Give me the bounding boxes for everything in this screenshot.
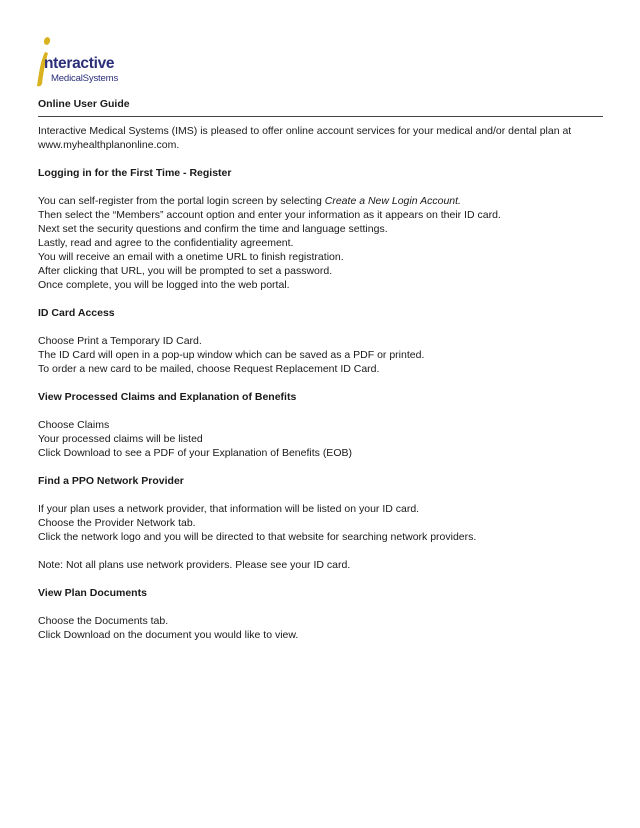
create-account-emphasis: Create a New Login Account.: [324, 195, 461, 207]
section-heading-register: Logging in for the First Time - Register: [38, 167, 232, 179]
id-card-line: To order a new card to be mailed, choose Request Replacement ID Card.: [38, 363, 380, 375]
claims-line: Click Download to see a PDF of your Explanation of Benefits (EOB): [38, 447, 352, 459]
section-body-id-card: [38, 334, 603, 376]
section-body-claims: [38, 418, 603, 460]
id-card-line: The ID Card will open in a pop-up window which can be saved as a PDF or printed.: [38, 349, 425, 361]
section-body-ppo: [38, 502, 603, 544]
plan-docs-line: Choose the Documents tab.: [38, 615, 169, 627]
register-line: Next set the security questions and confirm the time and language settings.: [38, 223, 388, 235]
register-line: Lastly, read and agree to the confidentiality agreement.: [38, 237, 294, 249]
section-body-register: [38, 194, 603, 292]
logo-subtitle: MedicalSystems: [51, 73, 119, 84]
title-divider: [38, 116, 603, 117]
section-heading-id-card: ID Card Access: [38, 307, 115, 319]
document-body: [38, 97, 603, 642]
register-line: After clicking that URL, you will be prompted to set a password.: [38, 265, 333, 277]
id-card-line: Choose Print a Temporary ID Card.: [38, 335, 202, 347]
claims-line: Your processed claims will be listed: [38, 433, 203, 445]
ppo-line: Click the network logo and you will be directed to that website for searching network providers.: [38, 531, 477, 543]
plan-docs-line: Click Download on the document you would like to view.: [38, 629, 299, 641]
section-heading-ppo: Find a PPO Network Provider: [38, 475, 184, 487]
section-body-plan-documents: [38, 614, 603, 642]
ppo-note: Note: Not all plans use network providers. Please see your ID card.: [38, 559, 351, 571]
intro-text: Interactive Medical Systems (IMS) is pleased to offer online account services for your medical and/or dental plan at www.myhealthplanonline.com.: [38, 125, 572, 151]
section-heading-plan-documents: View Plan Documents: [38, 587, 147, 599]
guide-title: Online User Guide: [38, 98, 130, 110]
ims-logo: [36, 34, 146, 90]
section-heading-claims: View Processed Claims and Explanation of Benefits: [38, 391, 297, 403]
register-line: You will receive an email with a onetime URL to finish registration.: [38, 251, 344, 263]
claims-line: Choose Claims: [38, 419, 110, 431]
intro-paragraph: [38, 124, 603, 152]
ppo-line: Choose the Provider Network tab.: [38, 517, 196, 529]
logo-wordmark: nteractive: [44, 55, 115, 72]
register-line: Then select the “Members” account option and enter your information as it appears on their ID card.: [38, 209, 501, 221]
register-line: Once complete, you will be logged into the web portal.: [38, 279, 290, 291]
ppo-line: If your plan uses a network provider, that information will be listed on your ID card.: [38, 503, 420, 515]
register-line-1: You can self-register from the portal login screen by selecting Create a New Login Account.: [38, 195, 461, 207]
